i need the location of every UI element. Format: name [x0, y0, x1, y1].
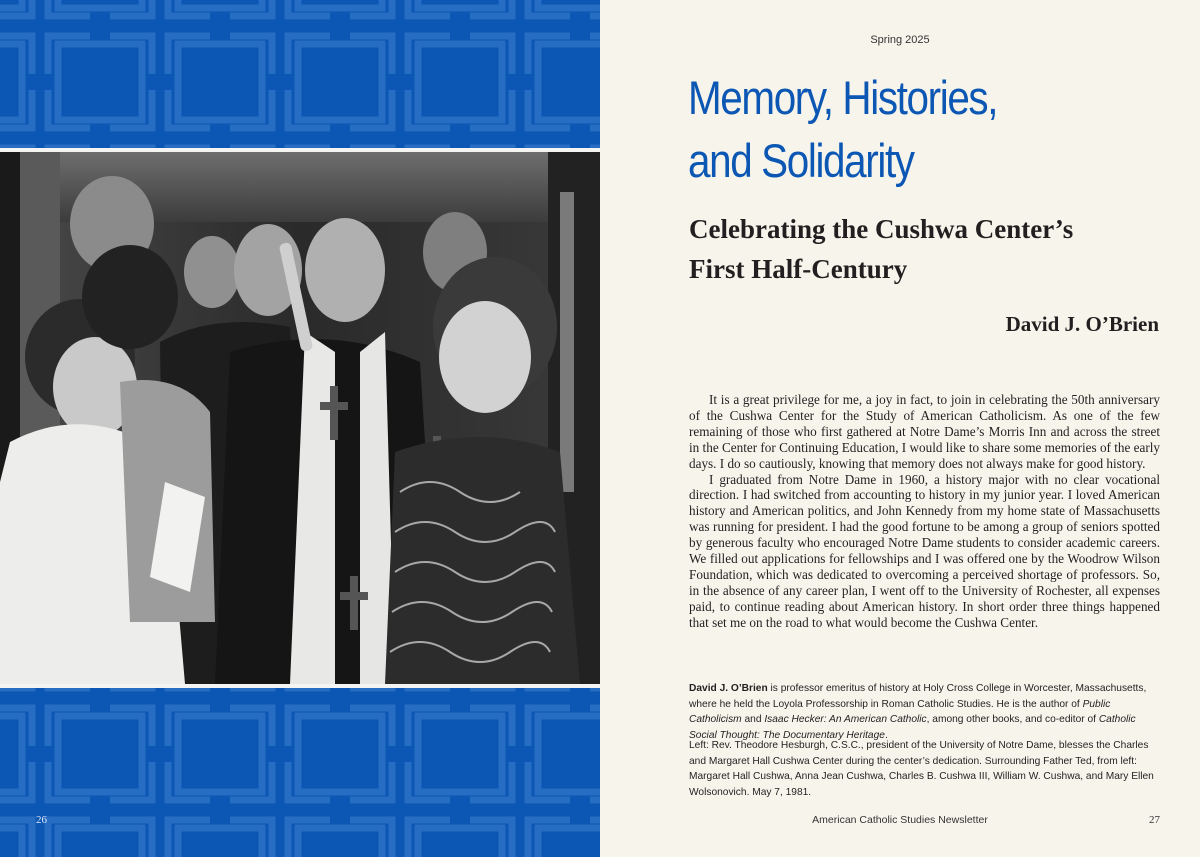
bio-text: . [884, 729, 888, 741]
bio-book-title: Isaac Hecker: An American Catholic [764, 714, 927, 725]
issue-label: Spring 2025 [870, 34, 930, 46]
title-line-1: Memory, Histories, [688, 71, 998, 124]
photo-illustration [0, 152, 600, 684]
bio-book-title: Public Catholicism [689, 698, 1111, 725]
photo-caption: Left: Rev. Theodore Hesburgh, C.S.C., president of the University of Notre Dame, blesses the Charles and Margaret Hall Cushwa Center during the center’s dedication. Surrounding Father Ted, from left: Margaret Hall Cushwa, Anna Jean Cushwa, Charles B. Cushwa III, William W. Cushwa, and Mary Ellen Wolsonovich. May 7, 1981. [689, 740, 1154, 798]
paragraph-2: I graduated from Notre Dame in 1960, a history major with no clear vocational direction. I had switched from accounting to history in my junior year. I loved American history and American politics, and John Kennedy from my home state of Massachusetts was running for president. I had the good fortune to be among a group of seniors spotted by generous faculty who encouraged Notre Dame students to consider academic careers. We filled out applications for fellowships and I was offered one by the Woodrow Wilson Foundation, which was dedicated to overcoming a perceived shortage of professors. So, in the absence of any career plan, I went off to the University of Rochester, all expenses paid, to continue reading about American history. In short order three things happened that set me on the road to what would become the Cushwa Center. [689, 471, 1160, 630]
bio-text: , among other books, and co-editor of [926, 714, 1099, 725]
page-number-right: 27 [1149, 814, 1160, 826]
bio-text: is professor emeritus of history at Holy Cross College in Worcester, Massachusetts, where he held the Loyola Professorship in Roman Catholic Studies. He is the author of [689, 683, 1147, 710]
subtitle-line-2: First Half-Century [689, 254, 908, 284]
paragraph-1: It is a great privilege for me, a joy in fact, to join in celebrating the 50th anniversary of the Cushwa Center for the Study of American Catholicism. As one of the few remaining of those who first gathered at Notre Dame’s Morris Inn and across the street in the Center for Continuing Education, I would like to share some memories of the early days. I do so cautiously, knowing that memory does not always make for good history. [689, 392, 1160, 471]
bio-text: and [741, 714, 765, 725]
dedication-photo [0, 148, 600, 688]
page-number-left: 26 [36, 814, 47, 826]
author-byline: David J. O’Brien [1005, 312, 1159, 336]
newsletter-footer-title: American Catholic Studies Newsletter [812, 814, 988, 826]
subtitle-line-1: Celebrating the Cushwa Center’s [689, 214, 1074, 244]
article-body [689, 392, 1160, 631]
bio-book-title: Catholic Social Thought: The Documentary Heritage [689, 714, 1136, 741]
bio-name: David J. O’Brien [689, 683, 768, 694]
author-bio [689, 681, 1161, 743]
right-page [600, 0, 1200, 857]
title-line-2: and Solidarity [688, 134, 914, 187]
